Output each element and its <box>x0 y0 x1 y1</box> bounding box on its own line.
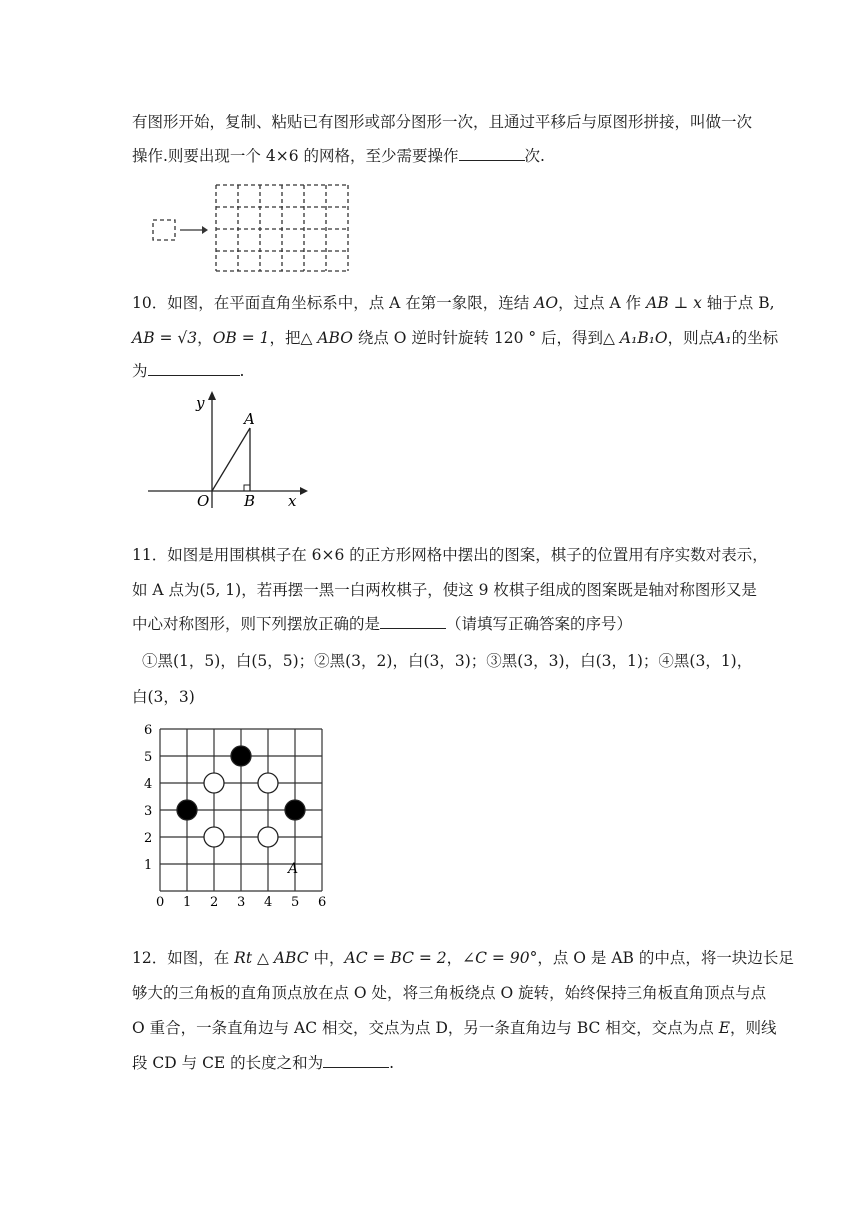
q12-line1-b: 中， <box>308 949 345 967</box>
q10-line1-a: 10．如图，在平面直角坐标系中，点 A 在第一象限，连结 <box>132 294 535 312</box>
board-y-tick-label: 3 <box>144 804 153 819</box>
board-y-tick-label: 5 <box>144 750 153 765</box>
q9-single-square <box>153 220 175 240</box>
q10-abx: AB ⊥ x <box>646 294 702 312</box>
black-stone <box>285 800 305 820</box>
q10-label-o: O <box>197 492 210 510</box>
q9-text-line2 <box>132 146 545 166</box>
q11-y-tick-labels <box>144 723 152 873</box>
board-y-tick-label: 4 <box>144 777 153 792</box>
q12-rt: Rt △ ABC <box>234 949 309 967</box>
white-stone <box>204 773 224 793</box>
white-stone <box>258 773 278 793</box>
q10-text-line2 <box>132 328 778 348</box>
black-stone <box>177 800 197 820</box>
q12-text-line2: 够大的三角板的直角顶点放在点 O 处，将三角板绕点 O 旋转，始终保持三角板直角顶点与点 <box>132 984 767 1002</box>
board-x-tick-label: 4 <box>264 895 273 906</box>
q12-line4-a: 段 CD 与 CE 的长度之和为 <box>132 1054 324 1072</box>
q10-line1-c: 轴于点 B, <box>701 294 775 312</box>
q10-abo: ABO <box>317 329 353 347</box>
q10-ao: AO <box>534 294 559 312</box>
q12-angle: ∠C = 90° <box>462 949 538 967</box>
q12-answer-blank[interactable] <box>323 1053 389 1068</box>
q10-ob-eq: OB = 1 <box>212 329 270 347</box>
q10-answer-blank[interactable] <box>148 361 240 376</box>
q10-label-x: x <box>288 492 297 510</box>
q11-x-tick-labels <box>156 895 326 906</box>
q10-segment-oa <box>212 428 250 491</box>
q10-a1b1o: A₁B₁O <box>619 329 668 347</box>
q11-text-line3 <box>132 614 632 634</box>
q10-line2-d: ，则点 <box>667 329 715 347</box>
q12-line4-b: . <box>389 1054 395 1072</box>
board-y-tick-label: 2 <box>144 831 153 846</box>
q10-label-y: y <box>196 394 205 412</box>
q11-line3-b: （请填写正确答案的序号） <box>446 615 633 633</box>
q12-line3-b: ，则线 <box>730 1019 777 1037</box>
q11-text-line1: 11．如图是用围棋棋子在 6×6 的正方形网格中摆出的图案，棋子的位置用有序实数对表示， <box>132 546 768 564</box>
q9-answer-blank[interactable] <box>459 146 525 161</box>
q10-line2-e: 的坐标 <box>731 329 779 347</box>
q9-dashed-grid <box>216 185 348 271</box>
q10-x-arrow <box>300 487 308 495</box>
q12-acbc: AC = BC = 2 <box>344 949 447 967</box>
q10-line1-b: ，过点 A 作 <box>558 294 647 312</box>
q11-line3-a: 中心对称图形，则下列摆放正确的是 <box>132 615 381 633</box>
q10-line2-c: 绕点 O 逆时针旋转 120 ° 后，得到△ <box>352 329 620 347</box>
q10-sep: ， <box>197 329 213 347</box>
board-x-tick-label: 3 <box>237 895 246 906</box>
board-x-tick-label: 5 <box>291 895 300 906</box>
q10-label-a: A <box>244 410 255 428</box>
q11-text-line2: 如 A 点为(5, 1)，若再摆一黑一白两枚棋子，使这 9 枚棋子组成的图案既是轴对称图形又是 <box>132 581 757 599</box>
q11-point-a-label: A <box>288 861 299 877</box>
q12-line1-a: 12．如图，在 <box>132 949 235 967</box>
q10-a1: A₁ <box>714 329 732 347</box>
q10-line3-a: 为 <box>132 362 148 380</box>
board-y-tick-label: 1 <box>144 858 153 873</box>
q9-text-line1: 有图形开始，复制、粘贴已有图形或部分图形一次，且通过平移后与原图形拼接，叫做一次 <box>132 113 753 131</box>
q11-options-line2: 白(3，3) <box>132 688 195 706</box>
q10-text-line3 <box>132 361 244 381</box>
q11-go-board-figure <box>140 718 340 906</box>
q10-text-line1 <box>132 293 775 313</box>
q9-grid-figure <box>150 180 360 276</box>
q9-text-line2-a: 操作.则要出现一个 4×6 的网格，至少需要操作 <box>132 147 459 165</box>
q9-text-line2-b: 次. <box>524 147 545 165</box>
q12-text-line1 <box>132 948 794 968</box>
board-x-tick-label: 0 <box>156 895 165 906</box>
q11-options-line1: ①黑(1，5)，白(5，5)；②黑(3，2)，白(3，3)；③黑(3，3)，白(3，1)；④黑(3，1)， <box>142 652 753 670</box>
white-stone <box>258 827 278 847</box>
q12-text-line4 <box>132 1053 394 1073</box>
q10-label-b: B <box>244 492 256 510</box>
q12-line3-a: O 重合，一条直角边与 AC 相交，交点为点 D，另一条直角边与 BC 相交，交点为点 <box>132 1019 719 1037</box>
q12-text-line3 <box>132 1018 777 1038</box>
q10-line3-b: . <box>239 362 245 380</box>
q9-arrow-head <box>202 226 208 234</box>
q11-answer-blank[interactable] <box>380 614 446 629</box>
q10-line2-b: ，把△ <box>269 329 318 347</box>
board-y-tick-label: 6 <box>144 723 153 738</box>
q10-ab-eq: AB = √3 <box>132 329 198 347</box>
black-stone <box>231 746 251 766</box>
board-x-tick-label: 6 <box>318 895 327 906</box>
q10-right-angle-mark <box>244 485 250 491</box>
q12-e: E <box>718 1019 731 1037</box>
white-stone <box>204 827 224 847</box>
q10-y-arrow <box>208 391 216 400</box>
q12-line1-c: ， <box>446 949 463 967</box>
board-x-tick-label: 2 <box>210 895 219 906</box>
q12-line1-d: ，点 O 是 AB 的中点，将一块边长足 <box>537 949 794 967</box>
q10-coordinate-figure <box>144 388 314 512</box>
board-x-tick-label: 1 <box>183 895 192 906</box>
